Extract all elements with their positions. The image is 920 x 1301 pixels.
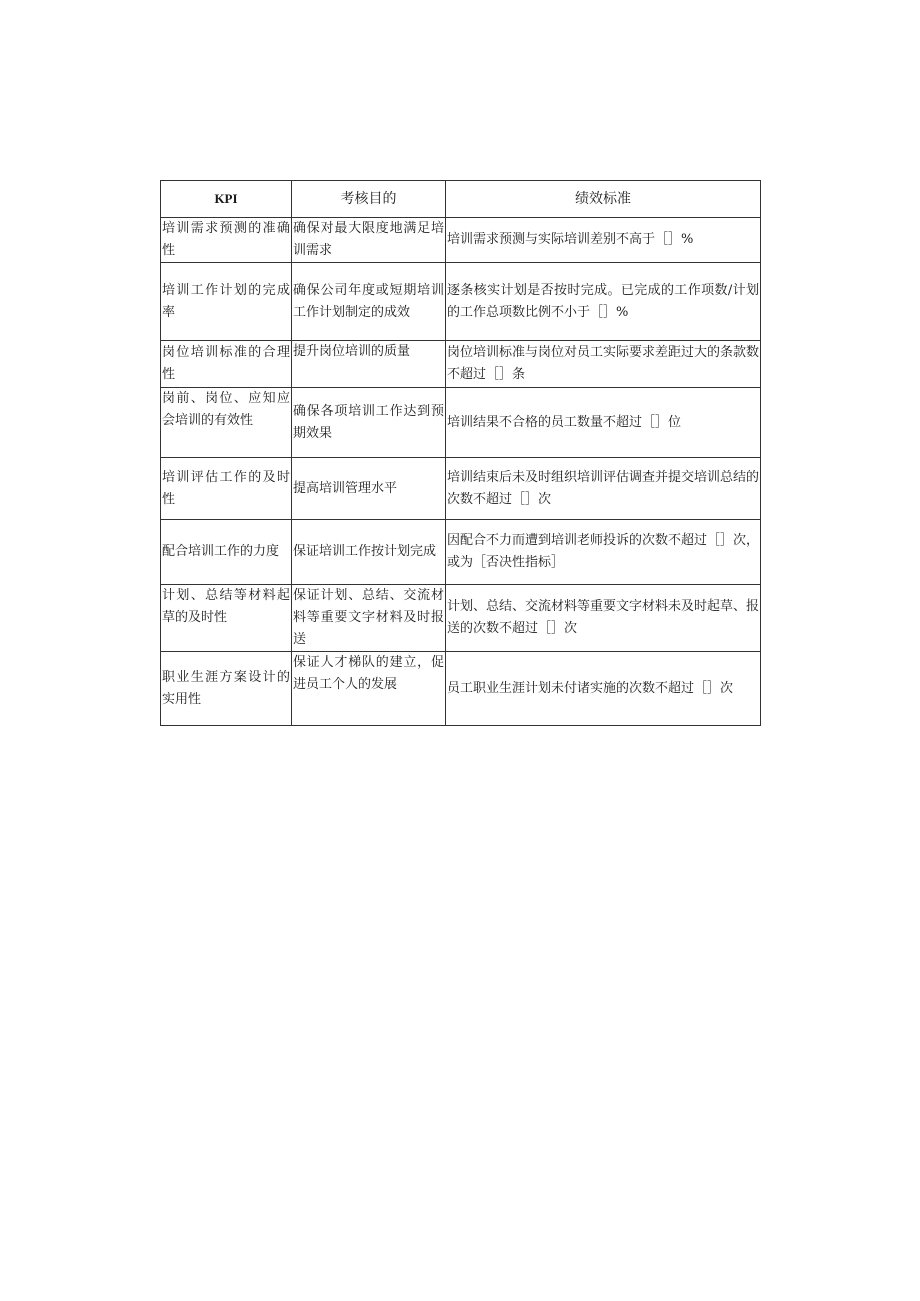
kpi-cell: 岗位培训标准的合理性 [161,341,292,388]
table-row [161,520,761,585]
standard-cell: 计划、总结、交流材料等重要文字材料未及时起草、报送的次数不超过［］次 [446,585,761,652]
standard-cell: 员工职业生涯计划未付诸实施的次数不超过［］次 [446,652,761,726]
table-row [161,263,761,341]
purpose-cell: 确保各项培训工作达到预期效果 [292,388,446,458]
table-row [161,388,761,458]
header-kpi: KPI [161,181,292,218]
table-row [161,652,761,726]
standard-cell: 因配合不力而遭到培训老师投诉的次数不超过［］次，或为［否决性指标］ [446,520,761,585]
purpose-cell: 提升岗位培训的质量 [292,341,446,388]
purpose-cell: 保证人才梯队的建立，促进员工个人的发展 [292,652,446,726]
table-row [161,341,761,388]
kpi-cell: 计划、总结等材料起草的及时性 [161,585,292,652]
table-row [161,585,761,652]
kpi-cell: 职业生涯方案设计的实用性 [161,652,292,726]
header-standard: 绩效标准 [446,181,761,218]
standard-cell: 培训结果不合格的员工数量不超过［］位 [446,388,761,458]
kpi-cell: 岗前、岗位、应知应会培训的有效性 [161,388,292,458]
table-header-row [161,181,761,218]
purpose-cell: 确保对最大限度地满足培训需求 [292,218,446,263]
standard-cell: 逐条核实计划是否按时完成。已完成的工作项数/计划的工作总项数比例不小于［］% [446,263,761,341]
purpose-cell: 保证计划、总结、交流材料等重要文字材料及时报送 [292,585,446,652]
kpi-cell: 配合培训工作的力度 [161,520,292,585]
table-row [161,458,761,520]
standard-cell: 培训需求预测与实际培训差别不高于［］% [446,218,761,263]
standard-cell: 岗位培训标准与岗位对员工实际要求差距过大的条款数不超过［］条 [446,341,761,388]
kpi-cell: 培训评估工作的及时性 [161,458,292,520]
purpose-cell: 保证培训工作按计划完成 [292,520,446,585]
kpi-cell: 培训需求预测的准确性 [161,218,292,263]
purpose-cell: 提高培训管理水平 [292,458,446,520]
kpi-table [160,180,761,726]
standard-cell: 培训结束后未及时组织培训评估调查并提交培训总结的次数不超过［］次 [446,458,761,520]
kpi-cell: 培训工作计划的完成率 [161,263,292,341]
table-row [161,218,761,263]
purpose-cell: 确保公司年度或短期培训工作计划制定的成效 [292,263,446,341]
header-purpose: 考核目的 [292,181,446,218]
